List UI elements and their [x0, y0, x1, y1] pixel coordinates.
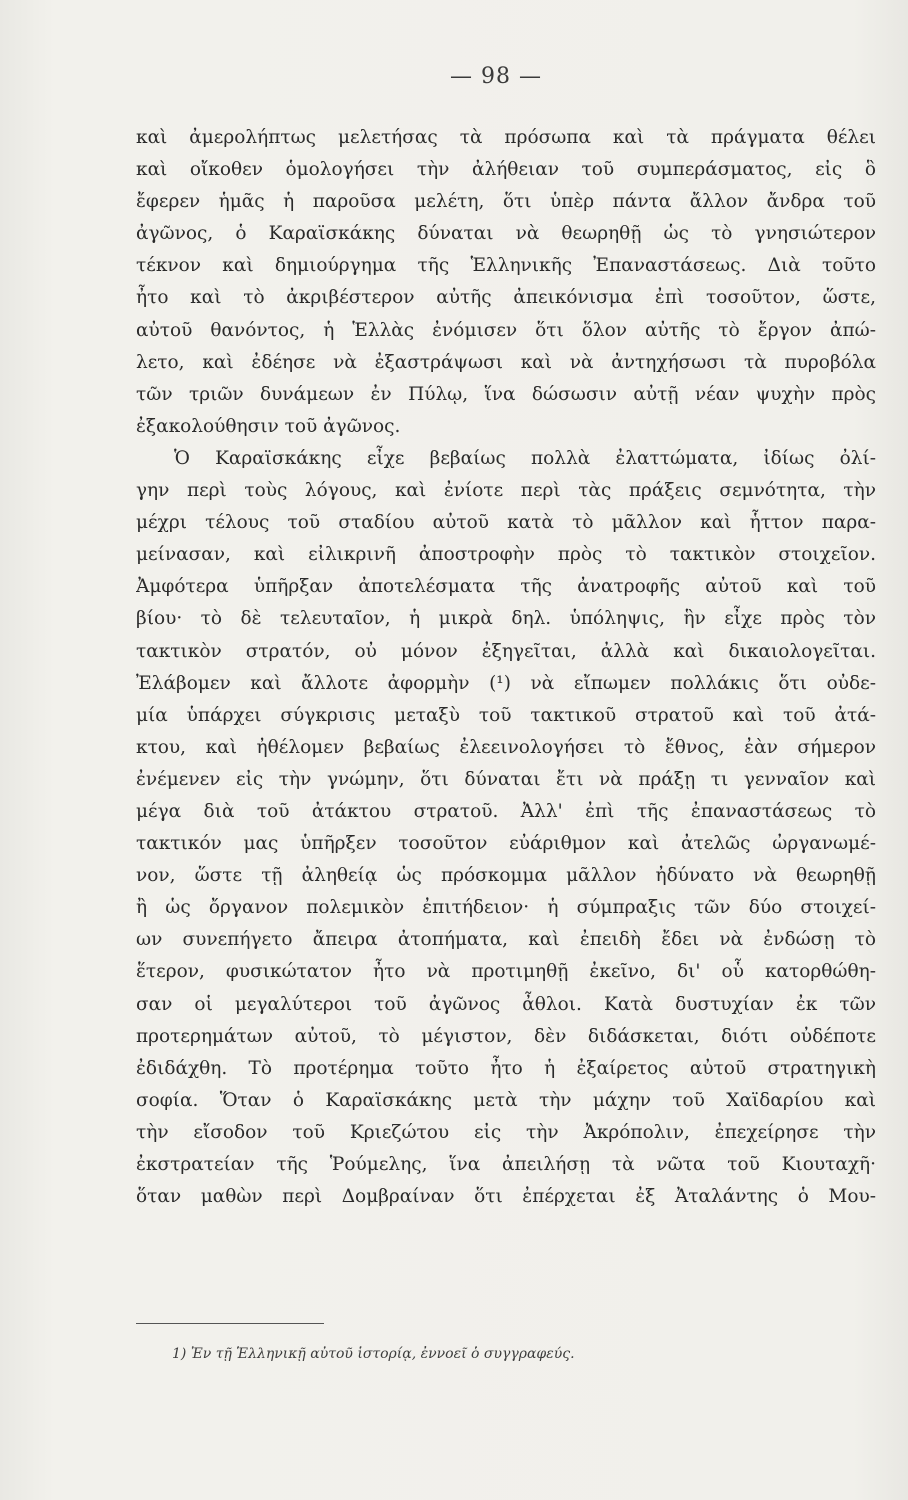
text-line: σαν οἱ μεγαλύτεροι τοῦ ἀγῶνος ἆθλοι. Κατὰ δυστυχίαν ἐκ τῶν	[136, 993, 876, 1015]
text-line: Ὁ Καραϊσκάκης εἶχε βεβαίως πολλὰ ἐλαττώματα, ἰδίως ὀλί-	[174, 447, 876, 469]
text-line: λετο, καὶ ἐδέησε νὰ ἐξαστράψωσι καὶ νὰ ἀντηχήσωσι τὰ πυροβόλα	[136, 351, 876, 373]
text-line: τὴν εἴσοδον τοῦ Κριεζώτου εἰς τὴν Ἀκρόπολιν, ἐπεχείρησε τὴν	[136, 1121, 876, 1143]
text-line: μείνασαν, καὶ εἰλικρινῆ ἀποστροφὴν πρὸς τὸ τακτικὸν στοιχεῖον.	[136, 544, 876, 566]
text-line: ἐδιδάχθη. Τὸ προτέρημα τοῦτο ἦτο ἡ ἐξαίρετος αὐτοῦ στρατηγικὴ	[136, 1057, 876, 1079]
text-line: τακτικὸν στρατόν, οὐ μόνον ἐξηγεῖται, ἀλλὰ καὶ δικαιολογεῖται.	[136, 640, 876, 662]
text-line: ἦτο καὶ τὸ ἀκριβέστερον αὐτῆς ἀπεικόνισμα ἐπὶ τοσοῦτον, ὥστε,	[136, 287, 876, 309]
text-line: ων συνεπήγετο ἄπειρα ἀτοπήματα, καὶ ἐπειδὴ ἔδει νὰ ἐνδώσῃ τὸ	[136, 929, 876, 951]
text-line: αὐτοῦ θανόντος, ἡ Ἑλλὰς ἐνόμισεν ὅτι ὅλον αὐτῆς τὸ ἔργον ἀπώ-	[136, 319, 876, 341]
text-line: ἔφερεν ἡμᾶς ἡ παροῦσα μελέτη, ὅτι ὑπὲρ πάντα ἄλλον ἄνδρα τοῦ	[136, 191, 876, 213]
text-line: ἢ ὡς ὄργανον πολεμικὸν ἐπιτήδειον· ἡ σύμπραξις τῶν δύο στοιχεί-	[136, 897, 876, 919]
text-line: σοφία. Ὅταν ὁ Καραϊσκάκης μετὰ τὴν μάχην τοῦ Χαϊδαρίου καὶ	[136, 1089, 876, 1111]
text-line: ἕτερον, φυσικώτατον ἦτο νὰ προτιμηθῇ ἐκεῖνο, δι' οὗ κατορθώθη-	[136, 961, 876, 983]
text-line: μέχρι τέλους τοῦ σταδίου αὐτοῦ κατὰ τὸ μᾶλλον καὶ ἧττον παρα-	[136, 512, 876, 534]
text-line: καὶ οἴκοθεν ὁμολογήσει τὴν ἀλήθειαν τοῦ συμπεράσματος, εἰς ὃ	[136, 159, 876, 181]
text-line: βίου· τὸ δὲ τελευταῖον, ἡ μικρὰ δηλ. ὑπόληψις, ἣν εἶχε πρὸς τὸν	[136, 608, 876, 630]
text-line: μέγα διὰ τοῦ ἀτάκτου στρατοῦ. Ἀλλ' ἐπὶ τῆς ἐπαναστάσεως τὸ	[136, 800, 876, 822]
text-line: κτου, καὶ ἠθέλομεν βεβαίως ἐλεεινολογήσει τὸ ἔθνος, ἐὰν σήμερον	[136, 736, 876, 758]
body-text	[136, 122, 876, 1213]
text-line: Ἐλάβομεν καὶ ἄλλοτε ἀφορμὴν (¹) νὰ εἴπωμεν πολλάκις ὅτι οὐδε-	[136, 672, 876, 694]
text-line: γην περὶ τοὺς λόγους, καὶ ἐνίοτε περὶ τὰς πράξεις σεμνότητα, τὴν	[136, 480, 876, 502]
text-line: τέκνον καὶ δημιούργημα τῆς Ἑλληνικῆς Ἐπαναστάσεως. Διὰ τοῦτο	[136, 255, 876, 277]
footnote-divider	[136, 1323, 324, 1324]
text-line: Ἀμφότερα ὑπῆρξαν ἀποτελέσματα τῆς ἀνατροφῆς αὐτοῦ καὶ τοῦ	[136, 576, 876, 598]
text-line: μία ὑπάρχει σύγκρισις μεταξὺ τοῦ τακτικοῦ στρατοῦ καὶ τοῦ ἀτά-	[136, 704, 876, 726]
text-line: τακτικόν μας ὑπῆρξεν τοσοῦτον εὐάριθμον καὶ ἀτελῶς ὠργανωμέ-	[136, 833, 876, 855]
text-line: ὅταν μαθὼν περὶ Δομβραίναν ὅτι ἐπέρχεται ἐξ Ἀταλάντης ὁ Μου-	[136, 1186, 876, 1208]
text-line: ἐκστρατείαν τῆς Ῥούμελης, ἵνα ἀπειλήσῃ τὰ νῶτα τοῦ Κιουταχῆ·	[136, 1154, 876, 1175]
footnote: 1) Ἐν τῇ Ἑλληνικῇ αὐτοῦ ἱστορίᾳ, ἐννοεῖ ὁ συγγραφεύς.	[172, 1346, 575, 1362]
text-line: ἀγῶνος, ὁ Καραϊσκάκης δύναται νὰ θεωρηθῇ ὡς τὸ γνησιώτερον	[136, 223, 876, 245]
text-line: καὶ ἀμερολήπτως μελετήσας τὰ πρόσωπα καὶ τὰ πράγματα θέλει	[136, 127, 876, 148]
text-line: νον, ὥστε τῇ ἀληθείᾳ ὡς πρόσκομμα μᾶλλον ἠδύνατο νὰ θεωρηθῇ	[136, 865, 876, 887]
text-line: προτερημάτων αὐτοῦ, τὸ μέγιστον, δὲν διδάσκεται, διότι οὐδέποτε	[136, 1025, 876, 1047]
text-line: ἐξακολούθησιν τοῦ ἀγῶνος.	[136, 415, 401, 437]
page-number: — 98 —	[450, 64, 542, 89]
text-line: ἐνέμενεν εἰς τὴν γνώμην, ὅτι δύναται ἔτι νὰ πράξῃ τι γενναῖον καὶ	[136, 768, 876, 790]
text-line: τῶν τριῶν δυνάμεων ἐν Πύλῳ, ἵνα δώσωσιν αὐτῇ νέαν ψυχὴν πρὸς	[136, 383, 876, 405]
